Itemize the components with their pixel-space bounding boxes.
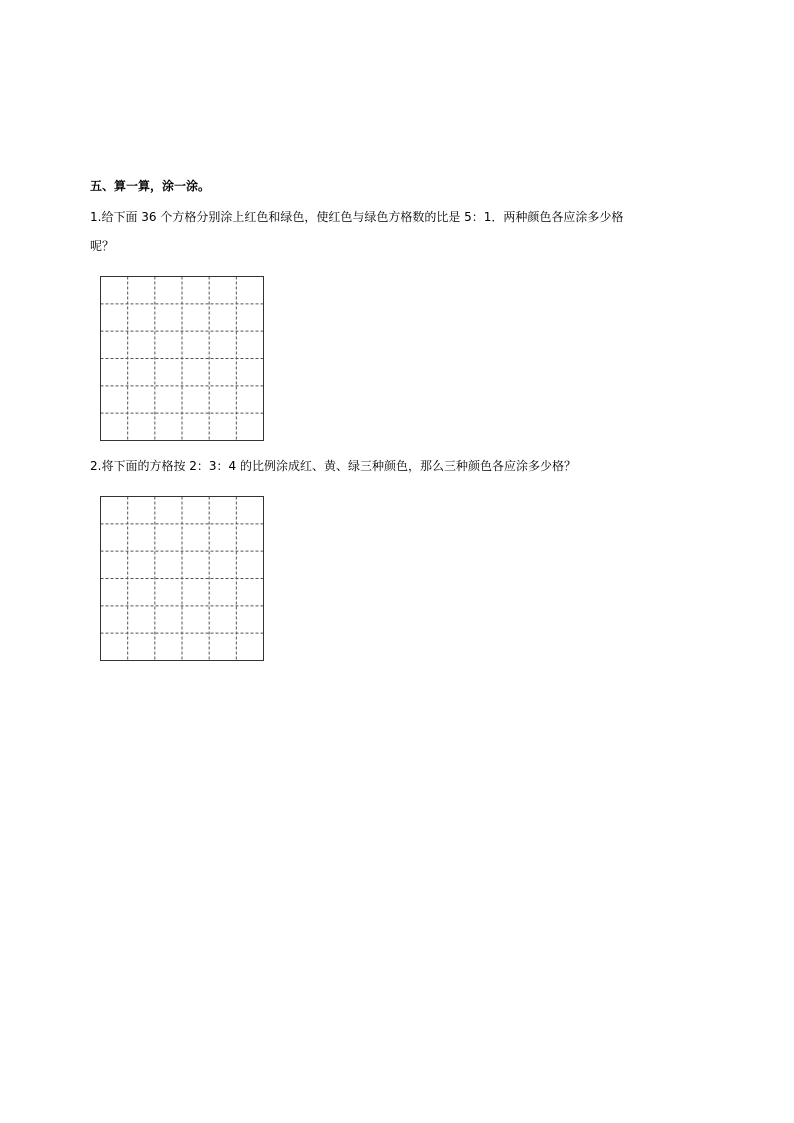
question-1-text: 1.给下面 36 个方格分别涂上红色和绿色，使红色与绿色方格数的比是 5：1．两种颜色各应涂多少格 [90,210,624,224]
grid-svg [100,496,264,661]
question-1-grid [100,276,264,441]
question-1-text-continued: 呢？ [90,239,115,253]
question-2-grid [100,496,264,661]
grid-svg [100,276,264,441]
section-title: 五、算一算，涂一涂。 [90,179,211,193]
question-2-text: 2.将下面的方格按 2：3：4 的比例涂成红、黄、绿三种颜色，那么三种颜色各应涂多少格？ [90,459,576,473]
